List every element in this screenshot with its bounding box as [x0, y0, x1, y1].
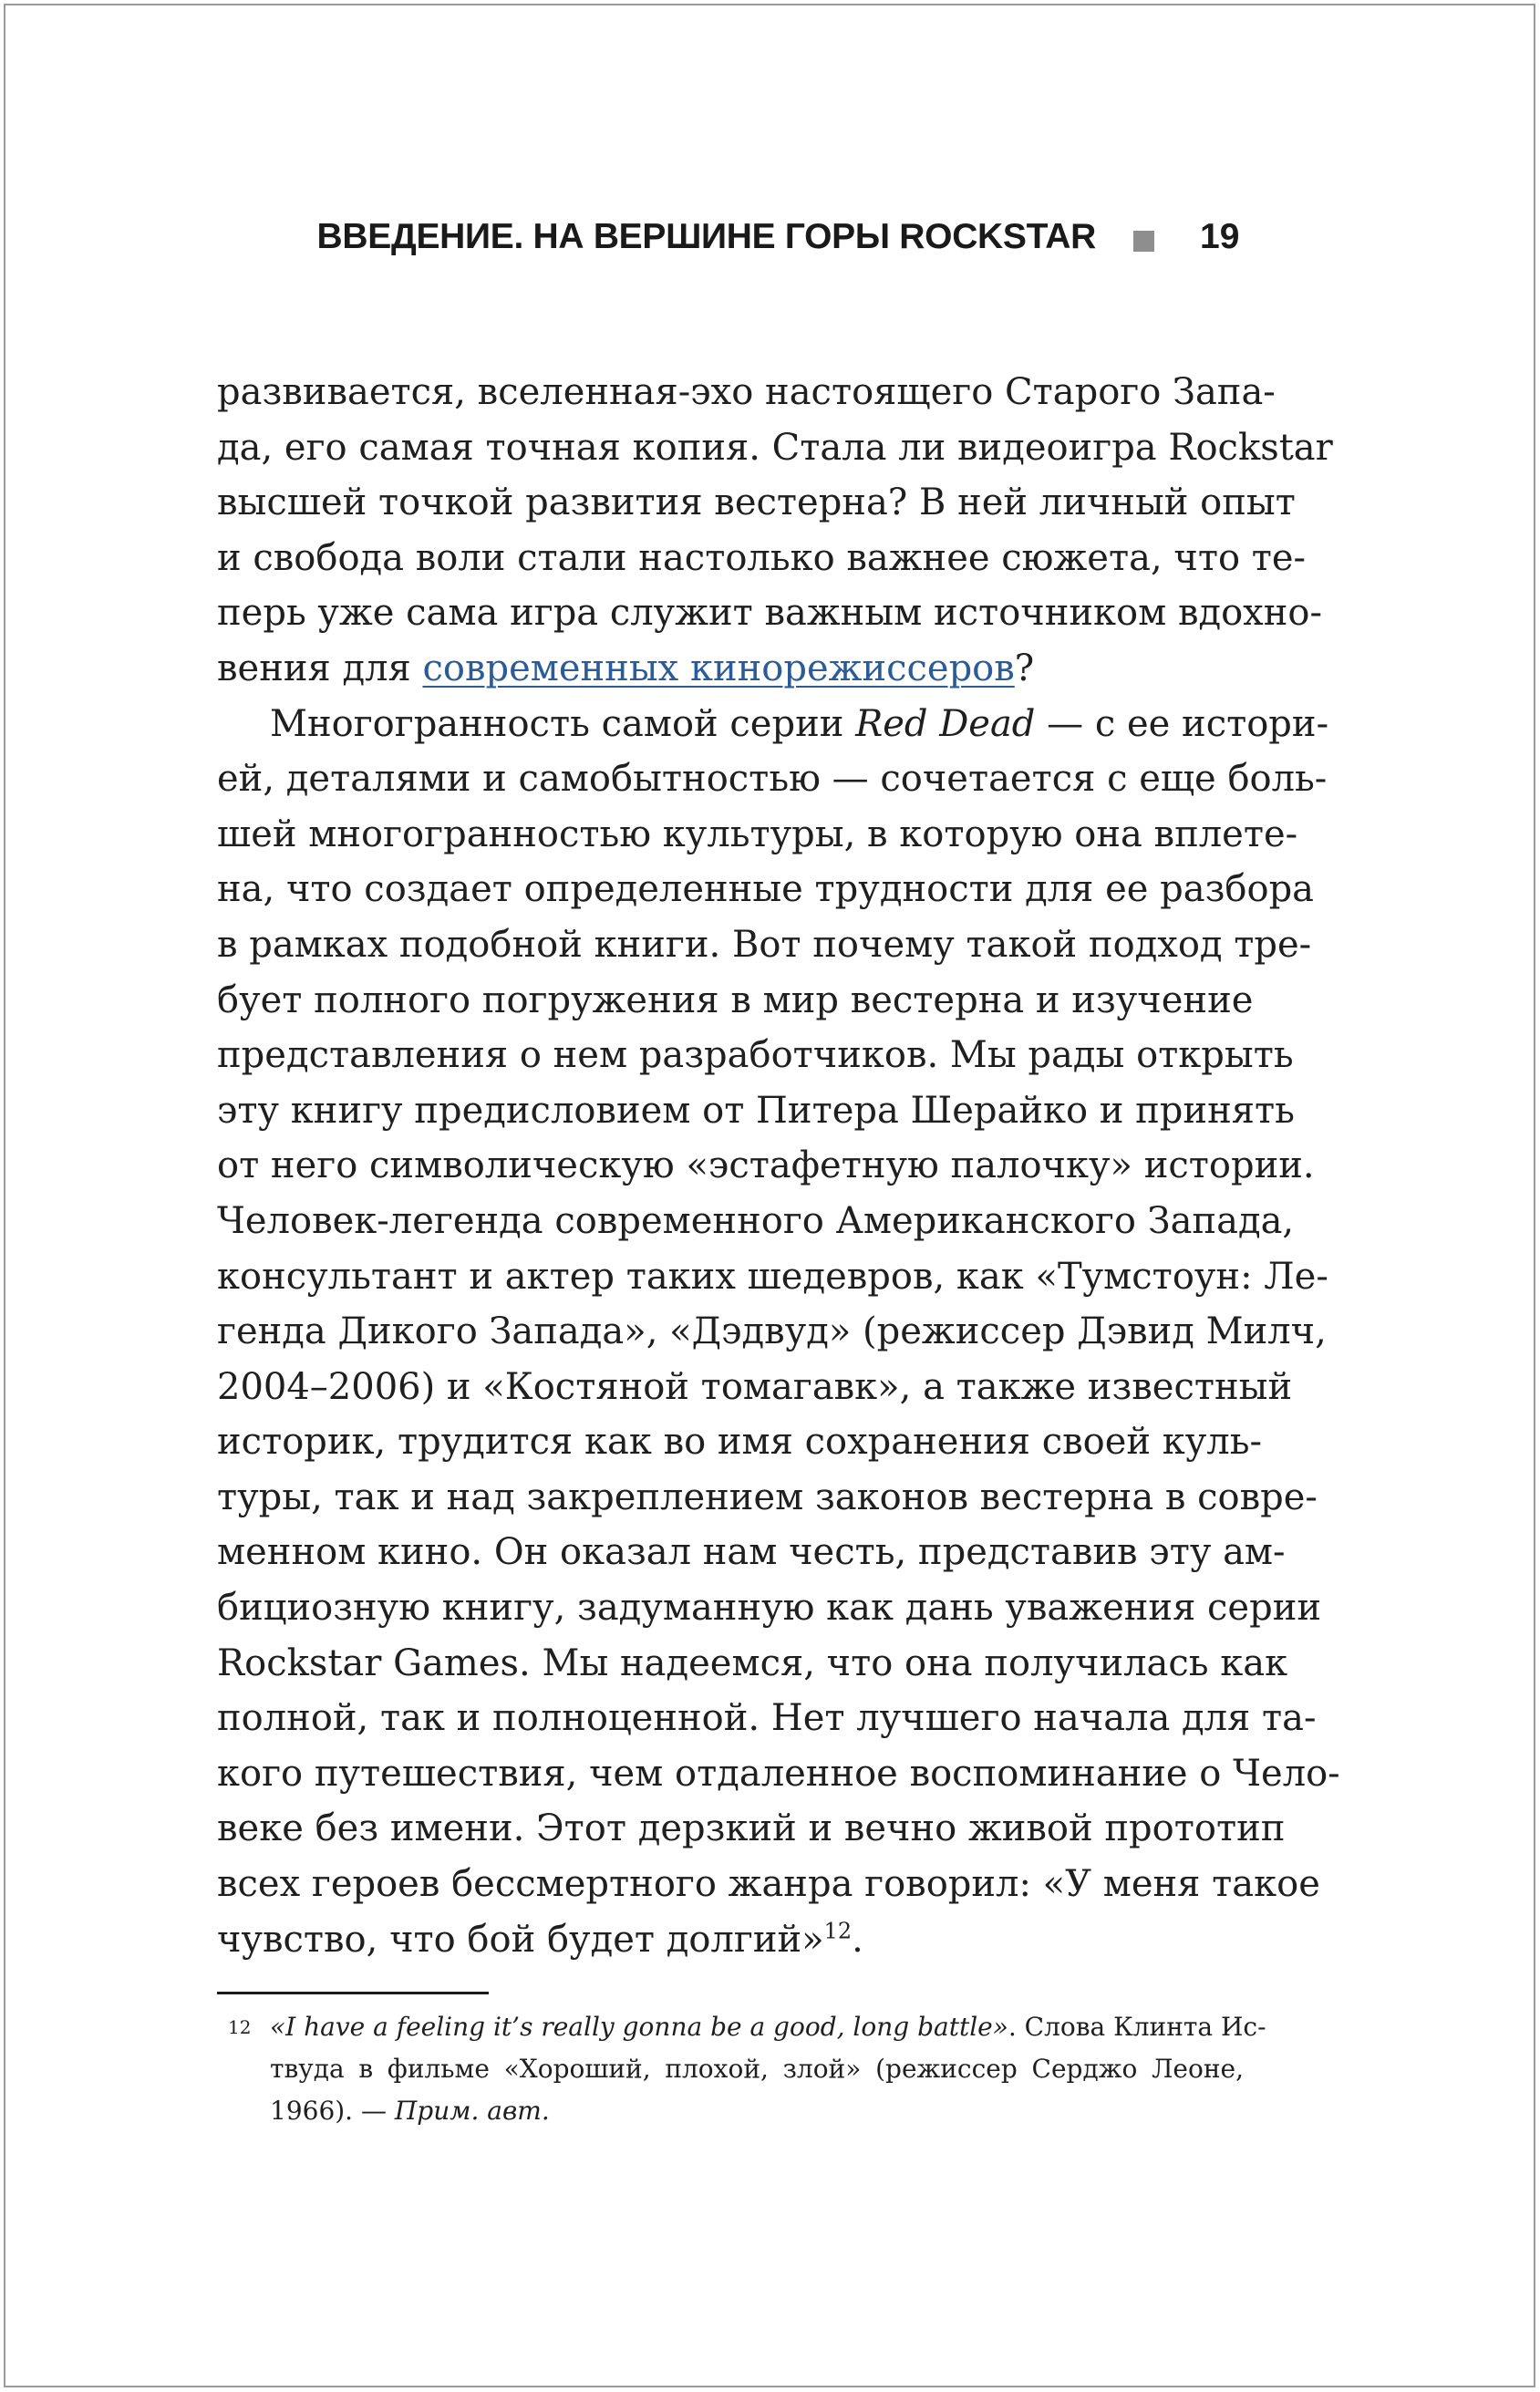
body-text	[217, 365, 1340, 1967]
text-line: эту книгу предисловием от Питера Шерайко и принять	[217, 1089, 1295, 1132]
text-line: бует полного погружения в мир вестерна и изучение	[217, 979, 1254, 1021]
text-line: историк, трудится как во имя сохранения своей куль-	[217, 1421, 1262, 1464]
text-line: всех героев бессмертного жанра говорил: «У меня такое	[217, 1863, 1320, 1906]
text-line: перь уже сама игра служит важным источником вдохно-	[217, 592, 1322, 635]
footnote-quote: «I have a feeling it’s really gonna be a good, long battle»	[270, 2012, 1008, 2042]
text-line: представления о нем разработчиков. Мы рады открыть	[217, 1034, 1294, 1077]
text-line: кого путешествия, чем отдаленное воспоминание о Чело-	[217, 1752, 1340, 1795]
text-line: консультант и актер таких шедевров, как «Тумстоун: Ле-	[217, 1255, 1328, 1298]
text-fragment: чувство, что бой будет долгий»	[217, 1918, 824, 1961]
text-line	[217, 1912, 1244, 1968]
footnote-line	[270, 2006, 1266, 2048]
text-fragment: .	[852, 1918, 863, 1961]
author-note: Прим. авт.	[394, 2096, 550, 2126]
text-line: на, что создает определенные трудности для ее разбора	[217, 868, 1315, 911]
text-fragment: — с ее истори-	[1035, 702, 1329, 745]
text-line: развивается, вселенная-эхо настоящего Старого Запа-	[217, 371, 1276, 413]
text-line: веке без имени. Этот дерзкий и вечно живой прототип	[217, 1807, 1286, 1850]
footnote-line: твуда в фильме «Хороший, плохой, злой» (режиссер Серджо Леоне,	[270, 2054, 1244, 2084]
text-fragment: ?	[1014, 647, 1035, 689]
text-line	[217, 641, 1244, 697]
filmmakers-link[interactable]: современных кинорежиссеров	[422, 647, 1015, 689]
footnote-line	[270, 2090, 1244, 2132]
text-line: туры, так и над закреплением законов вестерна в совре-	[217, 1476, 1318, 1518]
text-fragment: вения для	[217, 647, 423, 689]
text-line	[217, 697, 1329, 752]
text-line: бициозную книгу, задуманную как дань уважения серии	[217, 1587, 1322, 1630]
text-fragment: Многогранность самой серии	[270, 702, 856, 745]
text-line: генда Дикого Запада», «Дэдвуд» (режиссер Дэвид Милч,	[217, 1310, 1327, 1353]
text-line: шей многогранностью культуры, в которую она вплете-	[217, 813, 1298, 855]
footnote-reference[interactable]: 12	[823, 1918, 853, 1944]
text-line: да, его самая точная копия. Стала ли видеоигра Rockstar	[217, 426, 1333, 469]
footnote-number: 12	[228, 2016, 252, 2038]
text-line: 2004–2006) и «Костяной томагавк», а также известный	[217, 1365, 1293, 1408]
text-fragment: 1966). —	[270, 2096, 395, 2126]
text-line: Rockstar Games. Мы надеемся, что она получилась как	[217, 1641, 1288, 1684]
text-line: от него символическую «эстафетную палочку» истории.	[217, 1144, 1315, 1187]
text-line: высшей точкой развития вестерна? В ней личный опыт	[217, 482, 1296, 524]
text-fragment: . Слова Клинта Ис-	[1008, 2012, 1266, 2042]
text-line: в рамках подобной книги. Вот почему такой подход тре-	[217, 923, 1312, 966]
text-line: Человек-легенда современного Американского Запада,	[217, 1199, 1295, 1242]
chapter-title: ВВЕДЕНИЕ. НА ВЕРШИНЕ ГОРЫ ROCKSTAR	[316, 217, 1096, 256]
footnote-body	[270, 2006, 1266, 2132]
footnote-separator	[217, 1992, 489, 1994]
header-separator-square	[1133, 231, 1154, 252]
footnote	[217, 2006, 1266, 2132]
text-line: полной, так и полноценной. Нет лучшего начала для та-	[217, 1697, 1317, 1740]
text-line: менном кино. Он оказал нам честь, представив эту ам-	[217, 1531, 1286, 1574]
series-title-italic: Red Dead	[855, 702, 1036, 745]
page-number: 19	[1200, 217, 1240, 256]
text-line: ей, деталями и самобытностью — сочетается с еще боль-	[217, 758, 1328, 801]
text-line: и свобода воли стали настолько важнее сюжета, что те-	[217, 536, 1307, 579]
running-header	[0, 217, 1240, 272]
